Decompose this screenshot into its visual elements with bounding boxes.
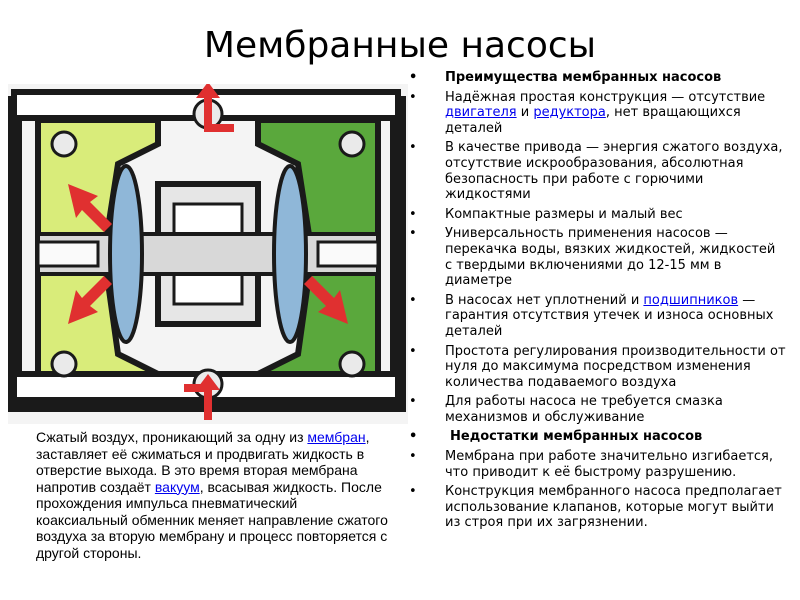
list-item: • Надёжная простая конструкция — отсутствие двигателя и редуктора, нет вращающихся деталей bbox=[406, 90, 786, 137]
right-membrane bbox=[274, 166, 306, 342]
list-item: • Компактные размеры и малый вес bbox=[406, 207, 786, 223]
list-item: • В насосах нет уплотнений и подшипников — гарантия отсутствия утечек и износа основных деталей bbox=[406, 293, 786, 340]
link-bearings[interactable]: подшипников bbox=[643, 292, 739, 308]
list-item: • Мембрана при работе значительно изгибается, что приводит к её быстрому разрушению. bbox=[406, 449, 786, 480]
advantages-heading: • Преимущества мембранных насосов bbox=[406, 70, 786, 86]
list-item: • В качестве привода — энергия сжатого воздуха, отсутствие искрообразования, абсолютная безопасность при работе с горючими жидкостями bbox=[406, 140, 786, 202]
list-item: • Конструкция мембранного насоса предполагает использование клапанов, которые могут выйти из строя при их загрязнении. bbox=[406, 484, 786, 531]
link-reducer[interactable]: редуктора bbox=[533, 105, 606, 121]
diagram-caption: Сжатый воздух, проникающий за одну из мембран, заставляет её сжиматься и продвигать жидкость в отверстие выхода. В это время вторая мембрана напротив создаёт вакуум, всасывая жидкость. После прохождения импульса пневматический коаксиальный обменник меняет направление сжатого воздуха за вторую мембрану и процесс повторяется с другой стороны. bbox=[36, 429, 388, 561]
slide-title: Мембранные насосы bbox=[203, 25, 597, 66]
left-membrane bbox=[110, 166, 142, 342]
link-engine[interactable]: двигателя bbox=[445, 105, 517, 121]
pump-diagram bbox=[8, 84, 408, 424]
advantages-list bbox=[406, 70, 786, 535]
list-item: • Для работы насоса не требуется смазка механизмов и обслуживание bbox=[406, 394, 786, 425]
link-membranes[interactable]: мембран bbox=[307, 429, 366, 445]
link-vacuum[interactable]: вакуум bbox=[154, 478, 200, 495]
list-item: • Универсальность применения насосов — перекачка воды, вязких жидкостей, жидкостей с твердыми включениями до 12-15 мм в диаметре bbox=[406, 226, 786, 288]
list-item: • Простота регулирования производительности от нуля до максимума посредством изменения количества подаваемого воздуха bbox=[406, 344, 786, 391]
disadvantages-heading: • Недостатки мембранных насосов bbox=[406, 429, 786, 445]
